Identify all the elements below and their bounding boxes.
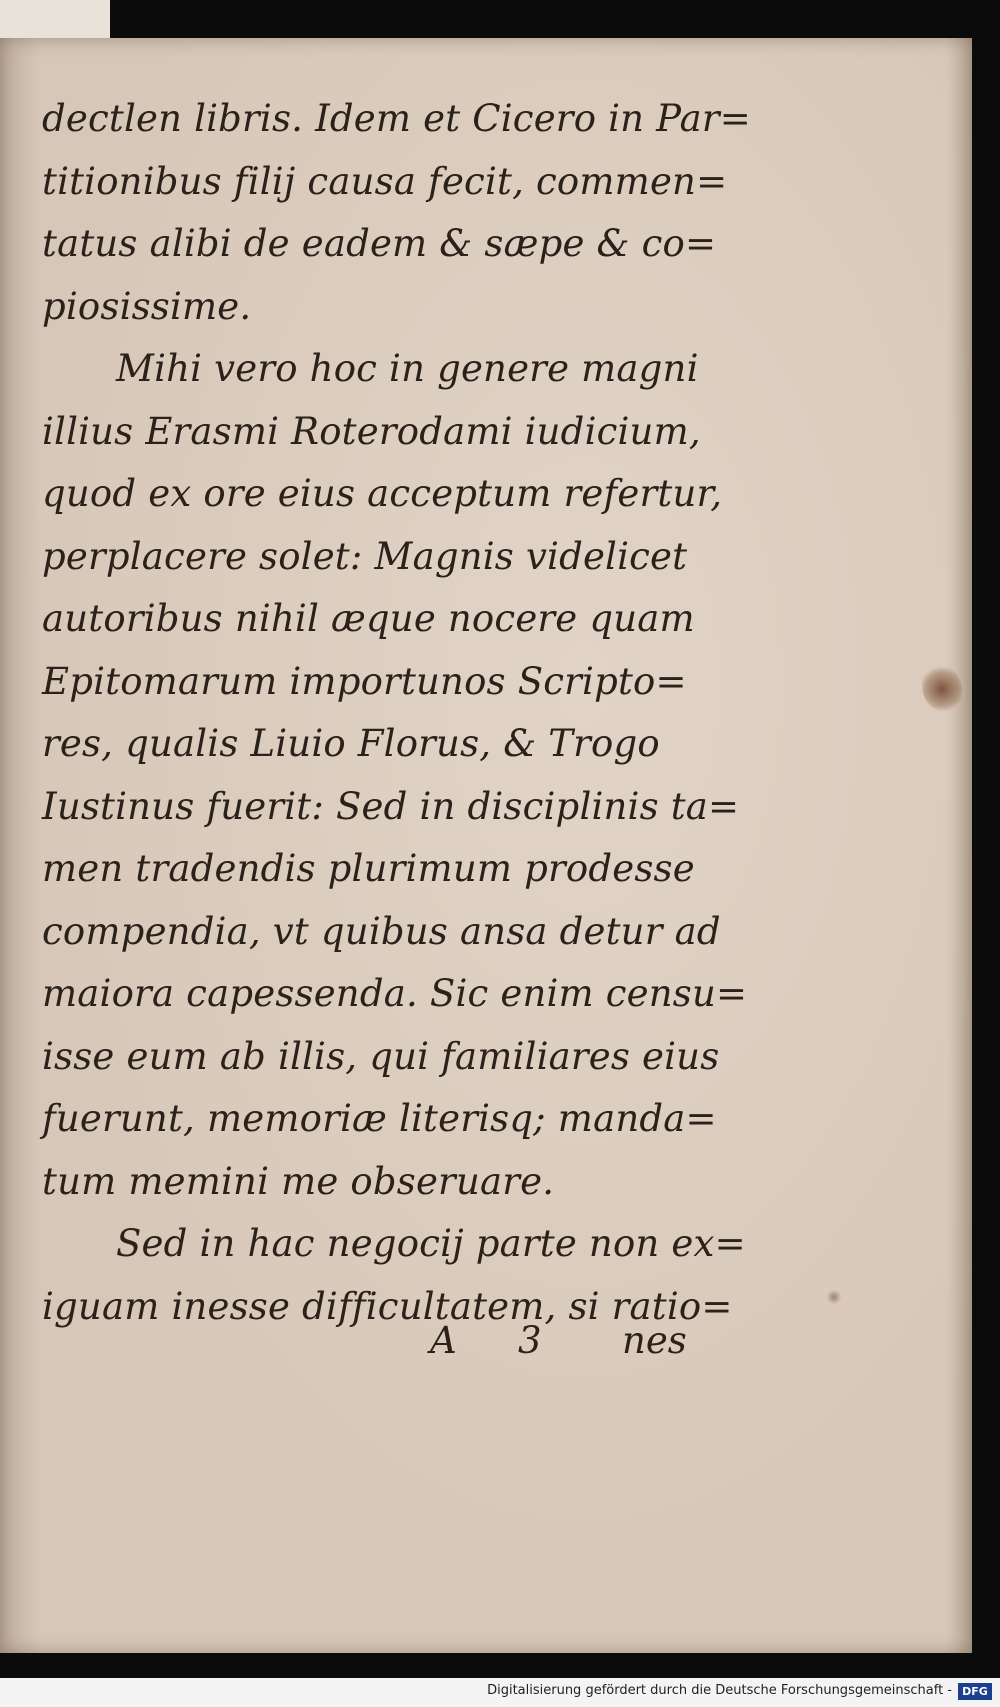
signature-line: [430, 1310, 730, 1372]
text-line-2: titionibus filij causa fecit, commen=: [42, 159, 728, 203]
page-text-block: [42, 88, 751, 1338]
catchword: nes: [622, 1319, 687, 1362]
small-stain: [826, 1290, 842, 1304]
text-line-15: maiora capessenda. Sic enim censu=: [42, 972, 748, 1015]
text-line-11: res, qualis Liuio Florus, & Trogo: [42, 722, 660, 765]
text-line-3: tatus alibi de eadem & sæpe & co=: [42, 222, 717, 265]
digitization-footer: [0, 1678, 1000, 1707]
text-line-18: tum memini me obseruare.: [42, 1159, 555, 1203]
text-line-6: illius Erasmi Roterodami iudicium,: [42, 409, 701, 453]
text-line-17: fuerunt, memoriæ literisq; manda=: [42, 1097, 717, 1140]
text-line-12: Iustinus fuerit: Sed in disciplinis ta=: [42, 784, 740, 828]
text-line-8: perplacere solet: Magnis videlicet: [42, 534, 688, 578]
top-margin-band: [0, 0, 110, 40]
text-line-9: autoribus nihil æque nocere quam: [42, 597, 695, 640]
text-line-19: Sed in hac negocij parte non ex=: [116, 1222, 746, 1265]
text-line-20: iguam inesse difficultatem, si ratio=: [42, 1284, 733, 1328]
signature-mark: A: [430, 1319, 457, 1362]
text-line-13: men tradendis plurimum prodesse: [42, 847, 695, 890]
text-line-14: compendia, vt quibus ansa detur ad: [42, 909, 721, 953]
text-line-1: dectlen libris. Idem et Cicero in Par=: [42, 97, 751, 140]
text-line-16: isse eum ab illis, qui familiares eius: [42, 1034, 720, 1078]
ink-stain: [922, 666, 962, 712]
dfg-logo: DFG: [958, 1683, 992, 1700]
text-line-4: piosissime.: [42, 284, 252, 328]
page-edge-shadow: [946, 38, 972, 1653]
text-line-7: quod ex ore eius acceptum refertur,: [42, 472, 723, 515]
text-line-10: Epitomarum importunos Scripto=: [42, 659, 687, 703]
signature-number: 3: [518, 1319, 542, 1362]
text-line-5: Mihi vero hoc in genere magni: [116, 347, 699, 390]
footer-credit: Digitalisierung gefördert durch die Deutsche Forschungsgemeinschaft -: [487, 1683, 952, 1698]
